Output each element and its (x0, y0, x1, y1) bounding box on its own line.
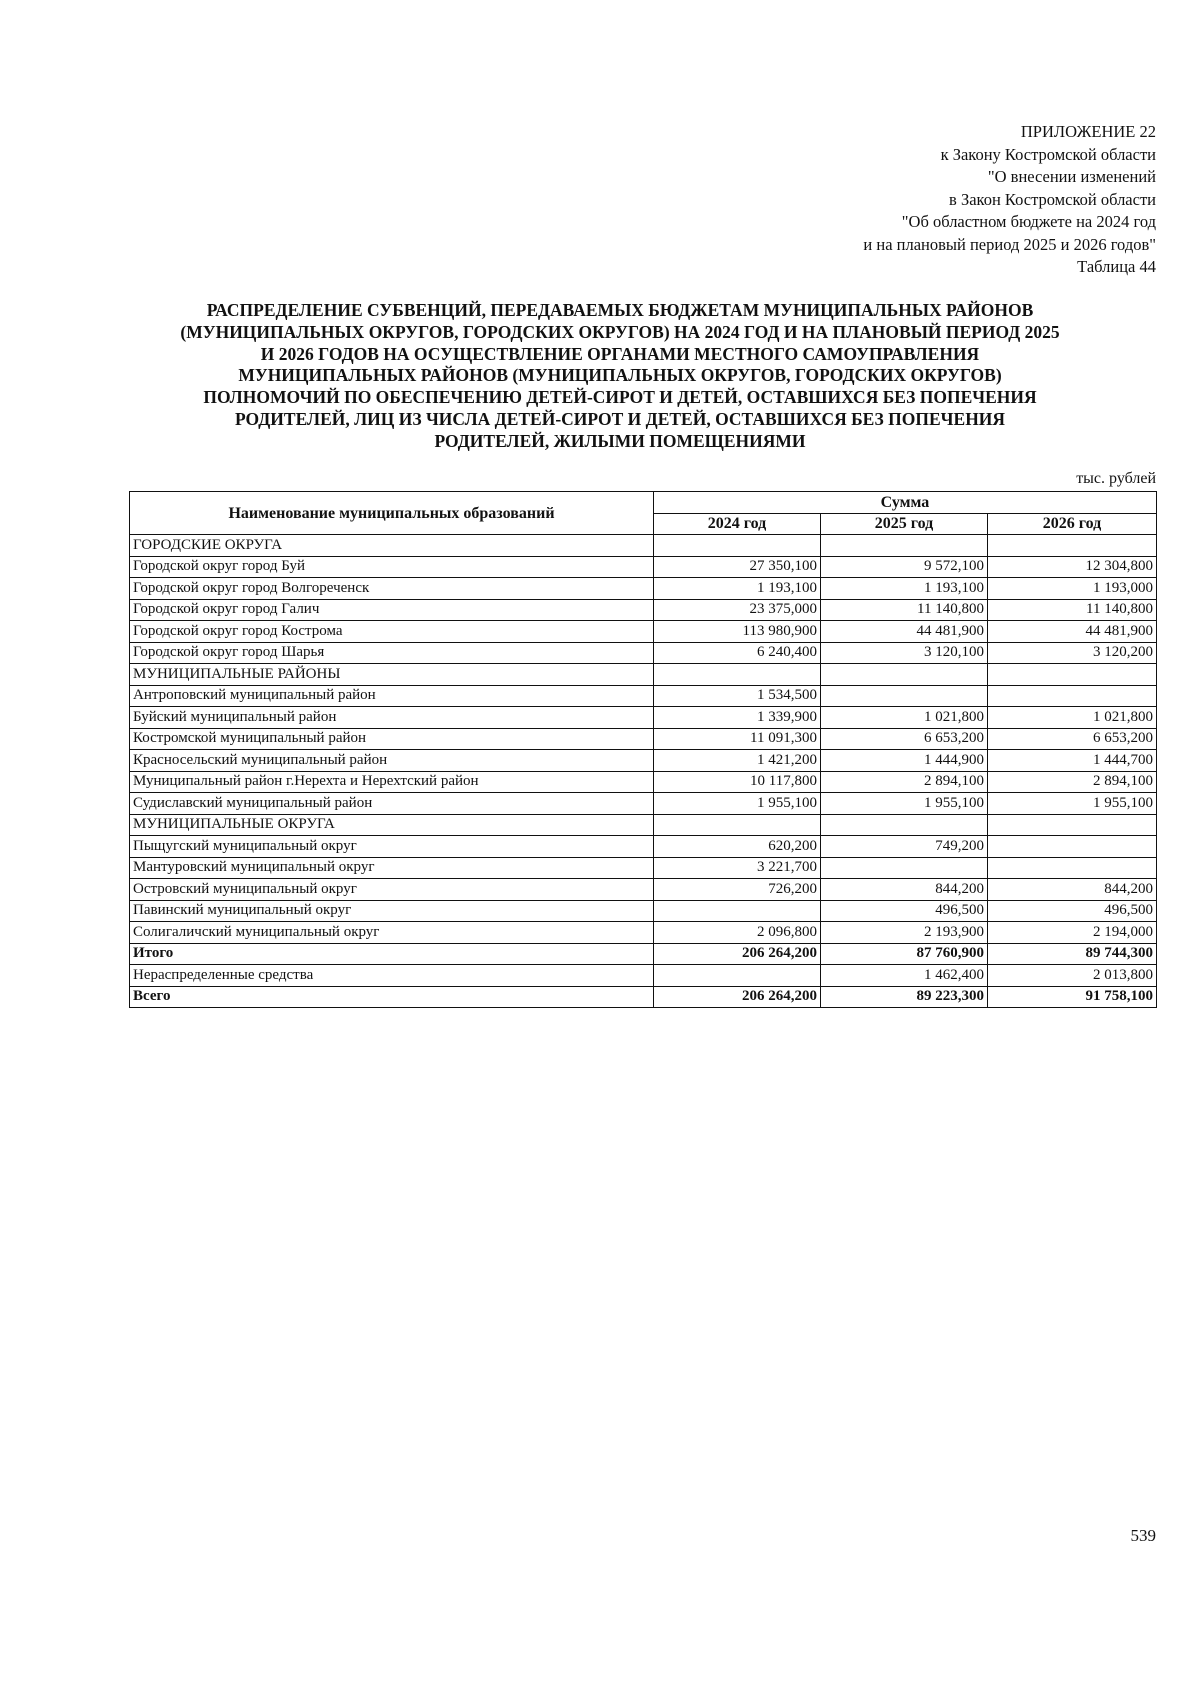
value-2026-cell: 1 021,800 (988, 707, 1157, 729)
table-row (130, 793, 1157, 815)
value-2025-cell: 2 193,900 (821, 922, 988, 944)
budget-table (129, 491, 1157, 1008)
value-2025-cell: 6 653,200 (821, 728, 988, 750)
title-line: МУНИЦИПАЛЬНЫХ РАЙОНОВ (МУНИЦИПАЛЬНЫХ ОКРУГОВ, ГОРОДСКИХ ОКРУГОВ) (238, 365, 1002, 386)
value-2025-cell: 44 481,900 (821, 621, 988, 643)
value-2024-cell (654, 664, 821, 686)
value-2025-cell (821, 685, 988, 707)
table-row (130, 685, 1157, 707)
title-line: И 2026 ГОДОВ НА ОСУЩЕСТВЛЕНИЕ ОРГАНАМИ МЕСТНОГО САМОУПРАВЛЕНИЯ (260, 343, 980, 364)
value-2026-cell (988, 664, 1157, 686)
title-line: РОДИТЕЛЕЙ, ЛИЦ ИЗ ЧИСЛА ДЕТЕЙ-СИРОТ И ДЕТЕЙ, ОСТАВШИХСЯ БЕЗ ПОПЕЧЕНИЯ (234, 408, 1006, 429)
value-2025-cell: 749,200 (821, 836, 988, 858)
value-2024-cell: 113 980,900 (654, 621, 821, 643)
table-row (130, 879, 1157, 901)
value-2026-cell: 6 653,200 (988, 728, 1157, 750)
row-name-cell: Солигаличский муниципальный округ (130, 922, 654, 944)
value-2024-cell: 206 264,200 (654, 943, 821, 965)
appendix-line: ПРИЛОЖЕНИЕ 22 (1020, 122, 1156, 141)
appendix-line: и на плановый период 2025 и 2026 годов" (863, 234, 1156, 254)
row-name-cell: Городской округ город Шарья (130, 642, 654, 664)
value-2025-cell: 87 760,900 (821, 943, 988, 965)
value-2026-cell: 91 758,100 (988, 986, 1157, 1008)
value-2024-cell: 1 955,100 (654, 793, 821, 815)
value-2026-cell: 44 481,900 (988, 621, 1157, 643)
value-2025-cell: 11 140,800 (821, 599, 988, 621)
table-row (130, 599, 1157, 621)
table-row (130, 836, 1157, 858)
row-name-cell: Городской округ город Кострома (130, 621, 654, 643)
value-2025-cell (821, 535, 988, 557)
table-row (130, 535, 1157, 557)
value-2026-cell: 1 444,700 (988, 750, 1157, 772)
title-line: РАСПРЕДЕЛЕНИЕ СУБВЕНЦИЙ, ПЕРЕДАВАЕМЫХ БЮДЖЕТАМ МУНИЦИПАЛЬНЫХ РАЙОНОВ (206, 300, 1034, 320)
column-header-name: Наименование муниципальных образований (130, 492, 654, 535)
value-2024-cell: 726,200 (654, 879, 821, 901)
value-2026-cell: 1 193,000 (988, 578, 1157, 600)
title-line: РОДИТЕЛЕЙ, ЖИЛЫМИ ПОМЕЩЕНИЯМИ (434, 430, 806, 451)
column-header-2025: 2025 год (821, 513, 988, 535)
value-2024-cell: 1 421,200 (654, 750, 821, 772)
value-2024-cell (654, 965, 821, 987)
appendix-line: "О внесении изменений (987, 167, 1156, 186)
row-name-cell: Красносельский муниципальный район (130, 750, 654, 772)
value-2026-cell (988, 836, 1157, 858)
row-name-cell: Пыщугский муниципальный округ (130, 836, 654, 858)
table-row (130, 965, 1157, 987)
value-2026-cell: 2 194,000 (988, 922, 1157, 944)
value-2025-cell: 1 444,900 (821, 750, 988, 772)
value-2025-cell: 1 955,100 (821, 793, 988, 815)
value-2024-cell: 1 193,100 (654, 578, 821, 600)
value-2026-cell: 1 955,100 (988, 793, 1157, 815)
table-row (130, 857, 1157, 879)
column-header-2024: 2024 год (654, 513, 821, 535)
table-row (130, 642, 1157, 664)
table-row (130, 922, 1157, 944)
value-2024-cell (654, 814, 821, 836)
value-2025-cell: 2 894,100 (821, 771, 988, 793)
value-2026-cell: 844,200 (988, 879, 1157, 901)
value-2024-cell: 620,200 (654, 836, 821, 858)
table-row (130, 621, 1157, 643)
appendix-line: к Закону Костромской области (940, 144, 1156, 164)
column-header-2026: 2026 год (988, 513, 1157, 535)
row-name-cell: Островский муниципальный округ (130, 879, 654, 901)
value-2024-cell: 27 350,100 (654, 556, 821, 578)
value-2026-cell: 12 304,800 (988, 556, 1157, 578)
row-name-cell: Муниципальный район г.Нерехта и Нерехтский район (130, 771, 654, 793)
value-2026-cell: 496,500 (988, 900, 1157, 922)
value-2025-cell (821, 857, 988, 879)
value-2024-cell: 206 264,200 (654, 986, 821, 1008)
value-2025-cell: 9 572,100 (821, 556, 988, 578)
value-2026-cell (988, 857, 1157, 879)
value-2025-cell: 844,200 (821, 879, 988, 901)
row-name-cell: Городской округ город Буй (130, 556, 654, 578)
value-2026-cell: 3 120,200 (988, 642, 1157, 664)
row-name-cell: ГОРОДСКИЕ ОКРУГА (130, 535, 654, 557)
value-2024-cell: 23 375,000 (654, 599, 821, 621)
value-2024-cell (654, 900, 821, 922)
table-row (130, 664, 1157, 686)
value-2026-cell (988, 685, 1157, 707)
page-number: 539 (1130, 1526, 1156, 1545)
value-2024-cell: 2 096,800 (654, 922, 821, 944)
title-line: (МУНИЦИПАЛЬНЫХ ОКРУГОВ, ГОРОДСКИХ ОКРУГОВ) НА 2024 ГОД И НА ПЛАНОВЫЙ ПЕРИОД 2025 (180, 321, 1060, 342)
value-2024-cell: 10 117,800 (654, 771, 821, 793)
value-2024-cell: 6 240,400 (654, 642, 821, 664)
row-name-cell: Городской округ город Волгореченск (130, 578, 654, 600)
value-2025-cell: 1 193,100 (821, 578, 988, 600)
value-2026-cell (988, 535, 1157, 557)
row-name-cell: МУНИЦИПАЛЬНЫЕ РАЙОНЫ (130, 664, 654, 686)
table-row (130, 771, 1157, 793)
row-name-cell: Судиславский муниципальный район (130, 793, 654, 815)
value-2025-cell: 496,500 (821, 900, 988, 922)
row-name-cell: Антроповский муниципальный район (130, 685, 654, 707)
value-2026-cell: 11 140,800 (988, 599, 1157, 621)
value-2024-cell: 3 221,700 (654, 857, 821, 879)
row-name-cell: Нераспределенные средства (130, 965, 654, 987)
value-2025-cell (821, 664, 988, 686)
table-row (130, 900, 1157, 922)
table-row (130, 986, 1157, 1008)
value-2025-cell: 1 462,400 (821, 965, 988, 987)
row-name-cell: Итого (130, 943, 654, 965)
value-2025-cell: 89 223,300 (821, 986, 988, 1008)
row-name-cell: Городской округ город Галич (130, 599, 654, 621)
row-name-cell: Павинский муниципальный округ (130, 900, 654, 922)
value-2025-cell: 3 120,100 (821, 642, 988, 664)
table-row (130, 728, 1157, 750)
units-label: тыс. рублей (1076, 470, 1156, 487)
document-title (120, 300, 1120, 453)
column-header-sum: Сумма (654, 492, 1157, 514)
row-name-cell: Костромской муниципальный район (130, 728, 654, 750)
table-row (130, 556, 1157, 578)
value-2025-cell: 1 021,800 (821, 707, 988, 729)
title-line: ПОЛНОМОЧИЙ ПО ОБЕСПЕЧЕНИЮ ДЕТЕЙ-СИРОТ И ДЕТЕЙ, ОСТАВШИХСЯ БЕЗ ПОПЕЧЕНИЯ (203, 387, 1037, 408)
table-number: Таблица 44 (1077, 257, 1156, 276)
appendix-header (556, 121, 1156, 279)
value-2026-cell (988, 814, 1157, 836)
table-row (130, 943, 1157, 965)
row-name-cell: Всего (130, 986, 654, 1008)
value-2024-cell (654, 535, 821, 557)
table-row (130, 707, 1157, 729)
table-row (130, 814, 1157, 836)
appendix-line: "Об областном бюджете на 2024 год (901, 212, 1156, 231)
value-2024-cell: 1 534,500 (654, 685, 821, 707)
table-row (130, 578, 1157, 600)
value-2024-cell: 1 339,900 (654, 707, 821, 729)
value-2026-cell: 2 894,100 (988, 771, 1157, 793)
row-name-cell: Буйский муниципальный район (130, 707, 654, 729)
table-body (130, 535, 1157, 1008)
value-2026-cell: 2 013,800 (988, 965, 1157, 987)
appendix-line: в Закон Костромской области (949, 189, 1156, 209)
row-name-cell: МУНИЦИПАЛЬНЫЕ ОКРУГА (130, 814, 654, 836)
value-2024-cell: 11 091,300 (654, 728, 821, 750)
value-2025-cell (821, 814, 988, 836)
row-name-cell: Мантуровский муниципальный округ (130, 857, 654, 879)
value-2026-cell: 89 744,300 (988, 943, 1157, 965)
table-row (130, 750, 1157, 772)
